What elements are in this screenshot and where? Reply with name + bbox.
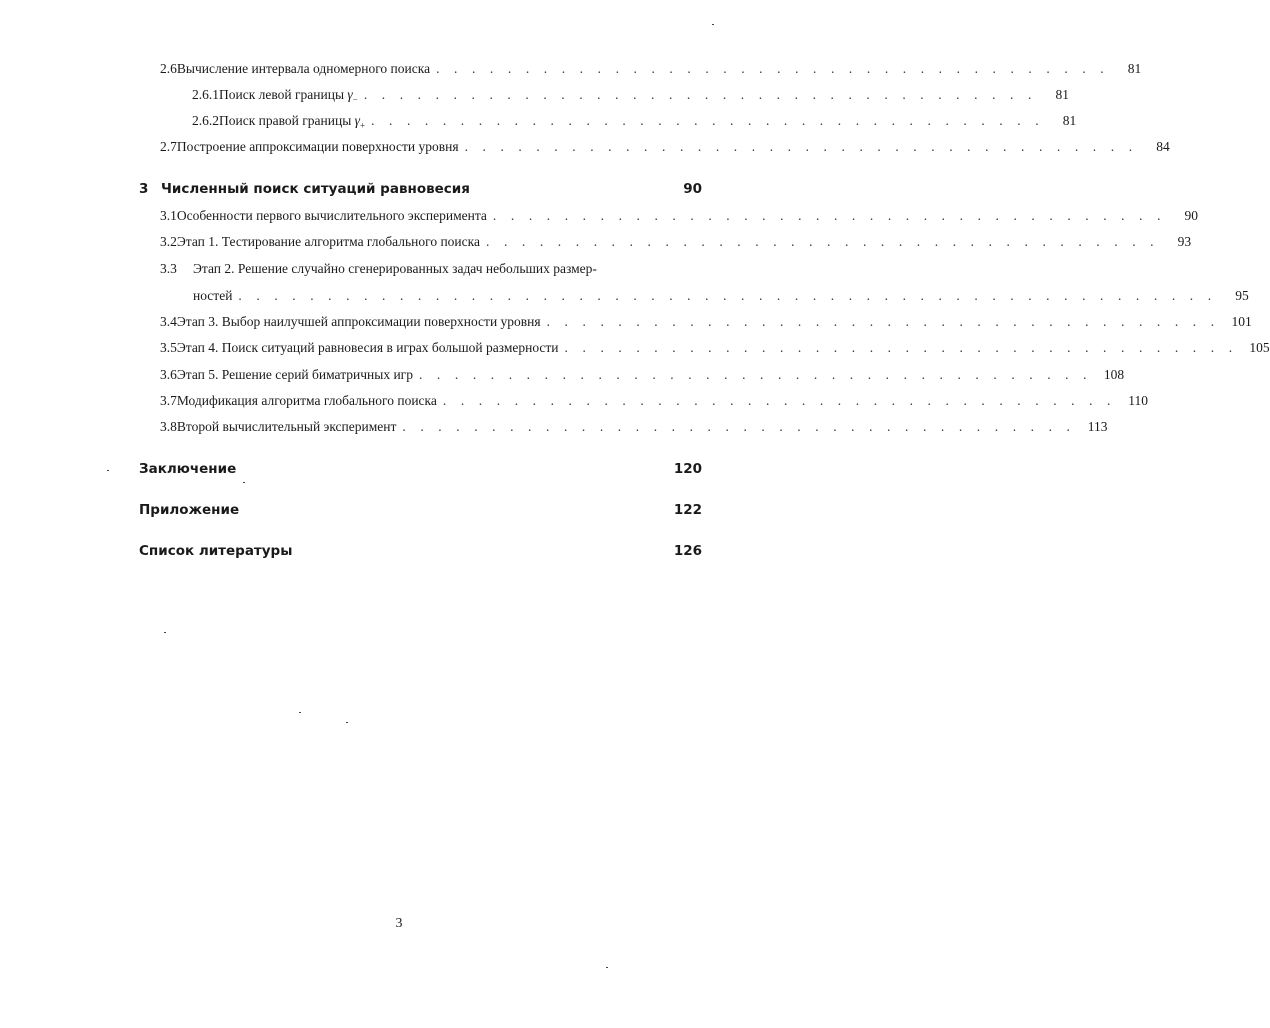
leader-dots: . . . . . . . . . . . . . . . . . . . . . . . . . . . . . . . . . . . . . . (442, 393, 1117, 408)
toc-entry-page: 108 (1103, 367, 1125, 382)
toc-entry-title: Этап 1. Тестирование алгоритма глобального поиска (176, 234, 480, 249)
toc-entry-title: Поиск правой границы $\gamma_+$ (219, 113, 366, 131)
toc-entry-number: 3.6 (160, 367, 177, 382)
leader-dots: . . . . . . . . . . . . . . . . . . . . . . . . . . . . . . . . . . . . . . (546, 314, 1220, 329)
toc-entry-3-8 (160, 416, 1108, 438)
toc-entry-number: 3.1 (160, 208, 177, 223)
toc-entry-title: Второй вычислительный эксперимент (176, 419, 397, 434)
toc-entry-3-3 (160, 258, 700, 280)
toc-entry-3-3-continued (193, 285, 1249, 307)
scan-speck (606, 967, 608, 968)
toc-entry-title: Этап 4. Поиск ситуаций равновесия в играх большой размерности (176, 340, 559, 355)
leader-dots: . . . . . . . . . . . . . . . . . . . . . . . . . . . . . . . . . . . . . . (436, 61, 1110, 76)
toc-chapter-title: Заключение (139, 461, 237, 477)
toc-entry-number: 3.2 (160, 234, 177, 249)
leader-dots: . . . . . . . . . . . . . . . . . . . . . . . . . . . . . . . . . . . . . . (363, 87, 1037, 102)
toc-entry-page: 81 (1127, 61, 1142, 76)
toc-entry-number: 2.7 (160, 139, 177, 154)
toc-chapter-title: Приложение (139, 502, 240, 518)
scan-speck (107, 470, 109, 471)
toc-chapter-page: 90 (683, 181, 702, 197)
toc-entry-title: Модификация алгоритма глобального поиска (176, 393, 437, 408)
toc-entry-page: 113 (1087, 419, 1108, 434)
toc-entry-page: 101 (1231, 314, 1252, 329)
toc-entry-page: 84 (1156, 139, 1170, 154)
toc-entry-3-2 (160, 231, 1192, 253)
toc-entry-title: Этап 2. Решение случайно сгенерированных задач небольших размер- (193, 261, 597, 276)
toc-entry-2-6-1 (192, 84, 1069, 106)
scan-speck (712, 24, 714, 25)
toc-appendix (139, 499, 702, 521)
leader-dots: . . . . . . . . . . . . . . . . . . . . . . . . . . . . . . . . . . . . . . . . . . . . . . . . . . . . . . . (238, 288, 1217, 303)
toc-entry-number: 3.8 (160, 419, 177, 434)
toc-entry-page: 105 (1249, 340, 1270, 355)
toc-chapter-page: 122 (673, 502, 702, 518)
toc-entry-page: 90 (1184, 208, 1199, 223)
toc-entry-3-6 (160, 364, 1125, 386)
toc-entry-2-7 (160, 136, 1170, 158)
toc-entry-page: 81 (1062, 113, 1077, 128)
toc-entry-page: 95 (1235, 288, 1249, 303)
toc-entry-number: 2.6 (160, 61, 177, 76)
toc-entry-page: 110 (1128, 393, 1149, 408)
toc-entry-page: 93 (1177, 234, 1192, 249)
toc-chapter-title: Численный поиск ситуаций равновесия (161, 181, 470, 197)
toc-entry-page: 81 (1055, 87, 1069, 102)
toc-entry-number: 3.3 (160, 261, 177, 276)
toc-entry-title-continued: ностей (193, 288, 233, 303)
leader-dots: . . . . . . . . . . . . . . . . . . . . . . . . . . . . . . . . . . . . . . (418, 367, 1093, 382)
toc-entry-3-4 (160, 311, 1252, 333)
toc-chapter-page: 126 (673, 543, 702, 559)
toc-conclusion (139, 458, 702, 480)
toc-entry-title: Поиск левой границы $\gamma_-$ (219, 87, 358, 105)
leader-dots: . . . . . . . . . . . . . . . . . . . . . . . . . . . . . . . . . . . . . . (464, 139, 1138, 154)
math-gamma-plus: $\gamma_+$ (354, 113, 366, 131)
toc-chapter-number: 3 (139, 181, 149, 197)
toc-entry-number: 2.6.1 (192, 87, 219, 102)
toc-chapter-3 (139, 178, 702, 200)
scan-speck (164, 632, 166, 633)
scan-speck (299, 712, 301, 713)
page-number: 3 (395, 916, 403, 931)
math-gamma-minus: $\gamma_-$ (347, 87, 358, 105)
toc-entry-3-7 (160, 390, 1149, 412)
scan-speck (243, 482, 245, 483)
toc-entry-number: 2.6.2 (192, 113, 219, 128)
toc-entry-title: Построение аппроксимации поверхности уровня (176, 139, 459, 154)
leader-dots: . . . . . . . . . . . . . . . . . . . . . . . . . . . . . . . . . . . . . . (402, 419, 1076, 434)
toc-entry-title: Этап 3. Выбор наилучшей аппроксимации поверхности уровня (176, 314, 541, 329)
leader-dots: . . . . . . . . . . . . . . . . . . . . . . . . . . . . . . . . . . . . . . (371, 113, 1045, 128)
toc-entry-title: Этап 5. Решение серий биматричных игр (176, 367, 413, 382)
toc-chapter-title: Список литературы (139, 543, 293, 559)
toc-bibliography (139, 540, 702, 562)
leader-dots: . . . . . . . . . . . . . . . . . . . . . . . . . . . . . . . . . . . . . . (492, 208, 1167, 223)
toc-entry-3-5 (160, 337, 1270, 359)
toc-entry-number: 3.5 (160, 340, 177, 355)
leader-dots: . . . . . . . . . . . . . . . . . . . . . . . . . . . . . . . . . . . . . . (486, 234, 1160, 249)
toc-entry-3-1 (160, 205, 1199, 227)
scan-speck (346, 722, 348, 723)
toc-entry-number: 3.7 (160, 393, 177, 408)
toc-entry-2-6-2 (192, 110, 1077, 132)
toc-entry-2-6 (160, 58, 1142, 80)
toc-chapter-page: 120 (673, 461, 702, 477)
toc-entry-title: Вычисление интервала одномерного поиска (176, 61, 431, 76)
toc-entry-number: 3.4 (160, 314, 177, 329)
toc-entry-title: Особенности первого вычислительного эксперимента (176, 208, 487, 223)
leader-dots: . . . . . . . . . . . . . . . . . . . . . . . . . . . . . . . . . . . . . . (564, 340, 1238, 355)
